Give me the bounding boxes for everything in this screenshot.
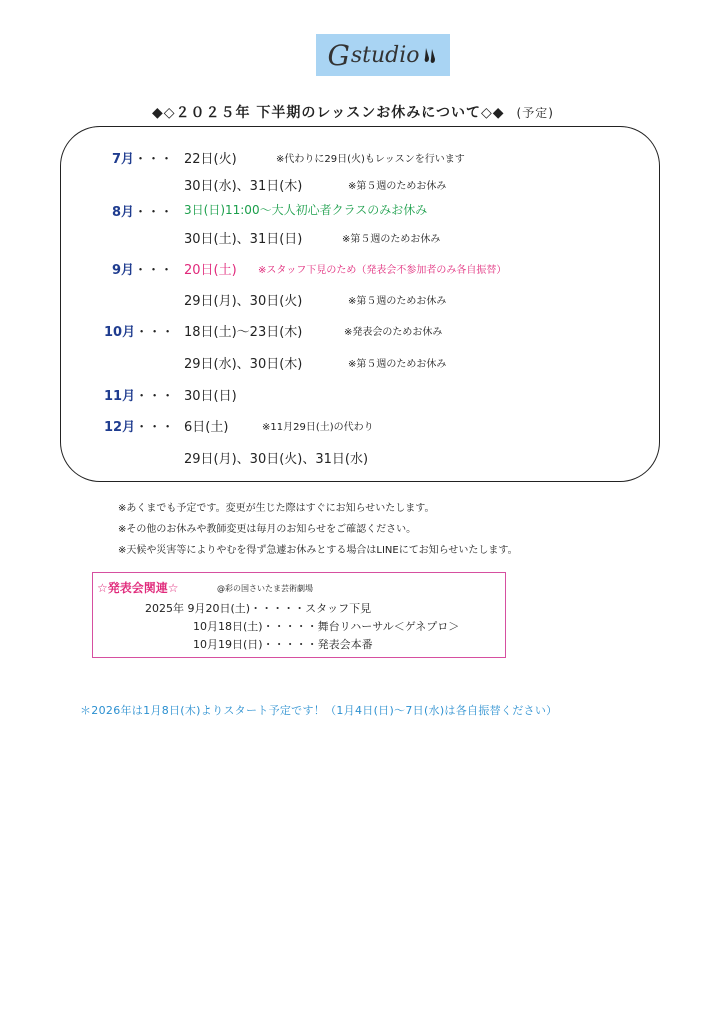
month-october: 10月・・・ [104,325,175,340]
recital-venue: @彩の国さいたま芸術劇場 [217,584,313,593]
title-text: ◆◇２０２５年 下半期のレッスンお休みについて◇◆ [152,105,505,121]
recital-box [92,572,506,658]
logo-initial: G [327,38,350,72]
memo-july-1: ※代わりに29日(火)もレッスンを行います [276,154,465,165]
date-november-1: 30日(日) [184,389,237,404]
date-december-1: 6日(土) [184,420,229,435]
recital-title: ☆発表会関連☆ [97,581,179,595]
date-december-2: 29日(月)、30日(火)、31日(水) [184,452,369,467]
date-october-2: 29日(水)、30日(木) [184,357,303,372]
memo-september-1: ※スタッフ下見のため（発表会不参加者のみ各自振替） [258,265,507,276]
date-october-1: 18日(土)～23日(木) [184,325,303,340]
memo-august-2: ※第５週のためお休み [342,234,441,245]
ballet-shoes-icon [423,46,439,64]
month-august: 8月・・・ [112,205,174,220]
recital-line-1: 2025年 9月20日(土)・・・・・スタッフ下見 [145,602,372,615]
note-line: ※その他のお休みや教師変更は毎月のお知らせをご確認ください。 [118,524,417,535]
memo-october-2: ※第５週のためお休み [348,359,447,370]
footer-note: ＊2026年は1月8日(木)よりスタート予定です！（1月4日(日)～7日(水)は各自振替ください） [80,704,558,717]
note-line: ※天候や災害等によりやむを得ず急遽お休みとする場合はLINEにてお知らせいたします。 [118,545,518,556]
logo-text: studio [350,42,420,68]
notes-block [118,498,518,561]
date-september-2: 29日(月)、30日(火) [184,294,303,309]
date-july-1: 22日(火) [184,152,237,167]
title-note: (予定) [516,106,554,120]
recital-line-2: 10月18日(土)・・・・・舞台リハーサル＜ゲネプロ＞ [193,620,460,633]
memo-december-1: ※11月29日(土)の代わり [262,422,374,433]
date-august-1: 3日(日)11:00～大人初心者クラスのみお休み [184,203,428,217]
recital-line-3: 10月19日(日)・・・・・発表会本番 [193,638,373,651]
date-august-2: 30日(土)、31日(日) [184,232,303,247]
month-november: 11月・・・ [104,389,175,404]
studio-logo [316,34,450,76]
month-july: 7月・・・ [112,152,174,167]
date-september-1: 20日(土) [184,263,237,278]
memo-september-2: ※第５週のためお休み [348,296,447,307]
memo-july-2: ※第５週のためお休み [348,181,447,192]
page-title [152,102,672,122]
note-line: ※あくまでも予定です。変更が生じた際はすぐにお知らせいたします。 [118,503,435,514]
month-september: 9月・・・ [112,263,174,278]
memo-october-1: ※発表会のためお休み [344,327,443,338]
date-july-2: 30日(水)、31日(木) [184,179,303,194]
month-december: 12月・・・ [104,420,175,435]
